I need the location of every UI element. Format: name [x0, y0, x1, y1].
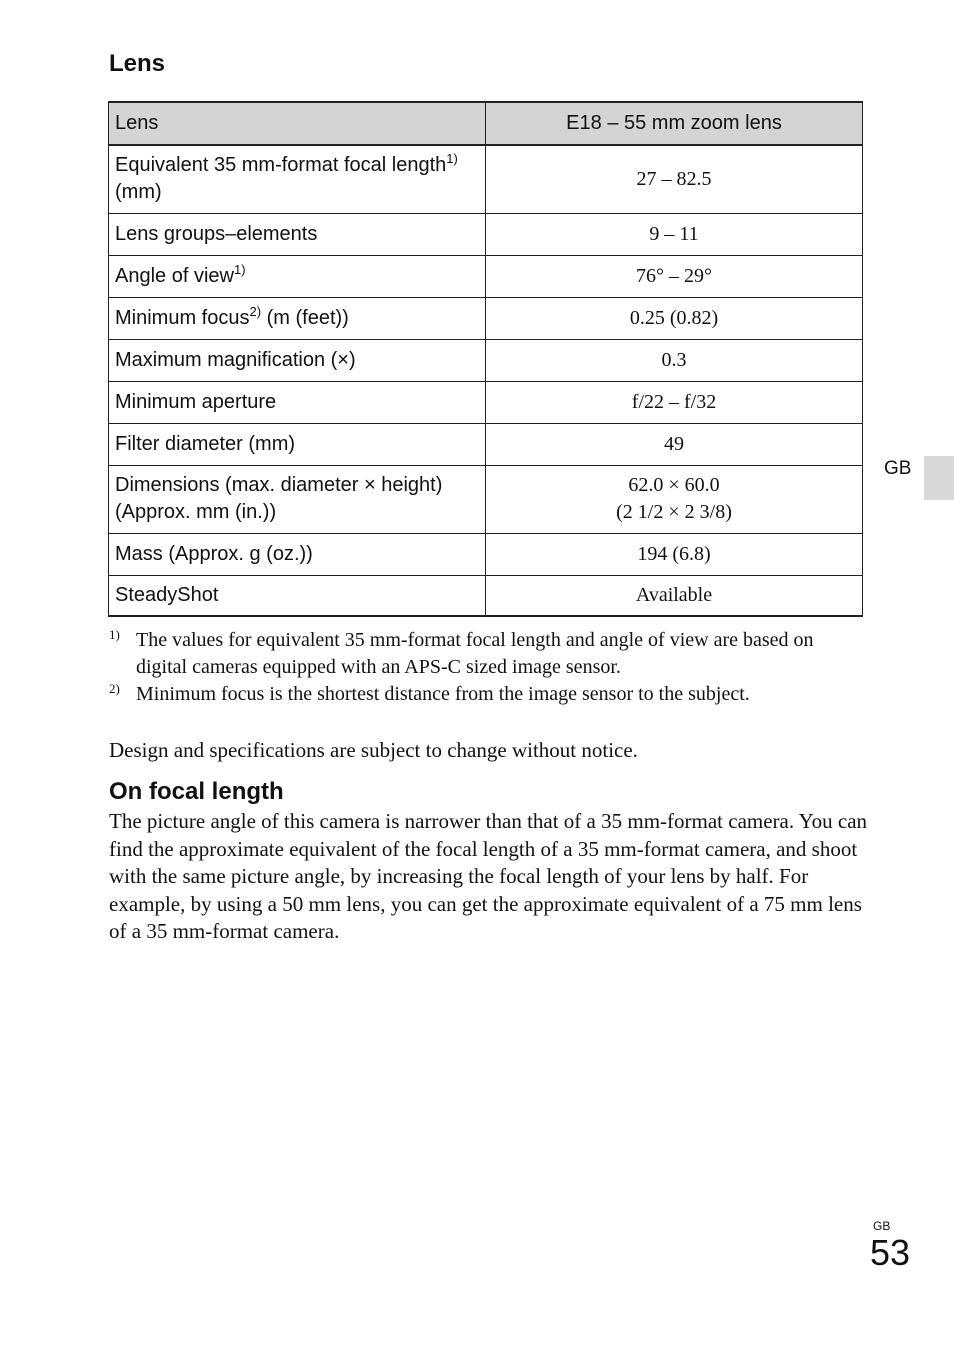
footnote-number: 2): [109, 681, 120, 696]
table-row: [109, 339, 863, 381]
page-language-label: GB: [873, 1219, 891, 1233]
row-value: 194 (6.8): [486, 533, 863, 575]
table-header-row: [109, 102, 863, 145]
header-label: Lens: [109, 102, 486, 145]
change-notice: Design and specifications are subject to change without notice.: [109, 738, 638, 762]
header-value: E18 – 55 mm zoom lens: [486, 102, 863, 145]
row-value: 0.25 (0.82): [486, 297, 863, 339]
footnote: [108, 681, 868, 708]
table-row: [109, 465, 863, 533]
page-number: 53: [870, 1232, 911, 1273]
row-label: Maximum magnification (×): [109, 339, 486, 381]
row-label: Equivalent 35 mm-format focal length$^{1)}$ (mm): [109, 145, 486, 213]
table-row: [109, 381, 863, 423]
table-row: [109, 575, 863, 616]
footnotes: [108, 627, 868, 708]
row-value: 9 – 11: [486, 213, 863, 255]
row-value: 49: [486, 423, 863, 465]
side-tab-marker: [924, 456, 954, 500]
lens-spec-table: [108, 101, 863, 617]
row-label: SteadyShot: [109, 575, 486, 616]
row-label: Minimum focus$^{2)}$ (m (feet)): [109, 297, 486, 339]
row-value: Available: [486, 575, 863, 616]
row-value: 76° – 29°: [486, 255, 863, 297]
table-row: [109, 145, 863, 213]
section-title-lens: Lens: [109, 50, 166, 77]
row-label: Filter diameter (mm): [109, 423, 486, 465]
focal-length-text: The picture angle of this camera is narrower than that of a 35 mm-format camera. You can find the approximate equivalent of the focal length of a 35 mm-format camera, and shoot with the same picture angle, by increasing the focal length of your lens by half. For example, by using a 50 mm lens, you can get the approximate equivalent of a 75 mm lens of a 35 mm-format camera.: [109, 809, 868, 943]
row-label: Lens groups–elements: [109, 213, 486, 255]
row-value: 27 – 82.5: [486, 145, 863, 213]
section-title-focal-length: On focal length: [109, 778, 284, 805]
table-row: [109, 297, 863, 339]
footnote-text: The values for equivalent 35 mm-format focal length and angle of view are based on digital cameras equipped with an APS-C sized image sensor.: [136, 629, 814, 678]
table-row: [109, 255, 863, 297]
row-value: 0.3: [486, 339, 863, 381]
row-label: Dimensions (max. diameter × height) (Approx. mm (in.)): [109, 465, 486, 533]
footnote-number: 1): [109, 627, 120, 642]
row-value: 62.0 × 60.0 (2 1/2 × 2 3/8): [486, 465, 863, 533]
row-label: Minimum aperture: [109, 381, 486, 423]
footnote-text: Minimum focus is the shortest distance from the image sensor to the subject.: [136, 683, 750, 705]
row-label: Angle of view$^{1)}$: [109, 255, 486, 297]
footnote: [108, 627, 868, 681]
row-label: Mass (Approx. g (oz.)): [109, 533, 486, 575]
row-value: f/22 – f/32: [486, 381, 863, 423]
table-row: [109, 533, 863, 575]
table-row: [109, 423, 863, 465]
table-row: [109, 213, 863, 255]
side-language-label: GB: [884, 458, 912, 479]
